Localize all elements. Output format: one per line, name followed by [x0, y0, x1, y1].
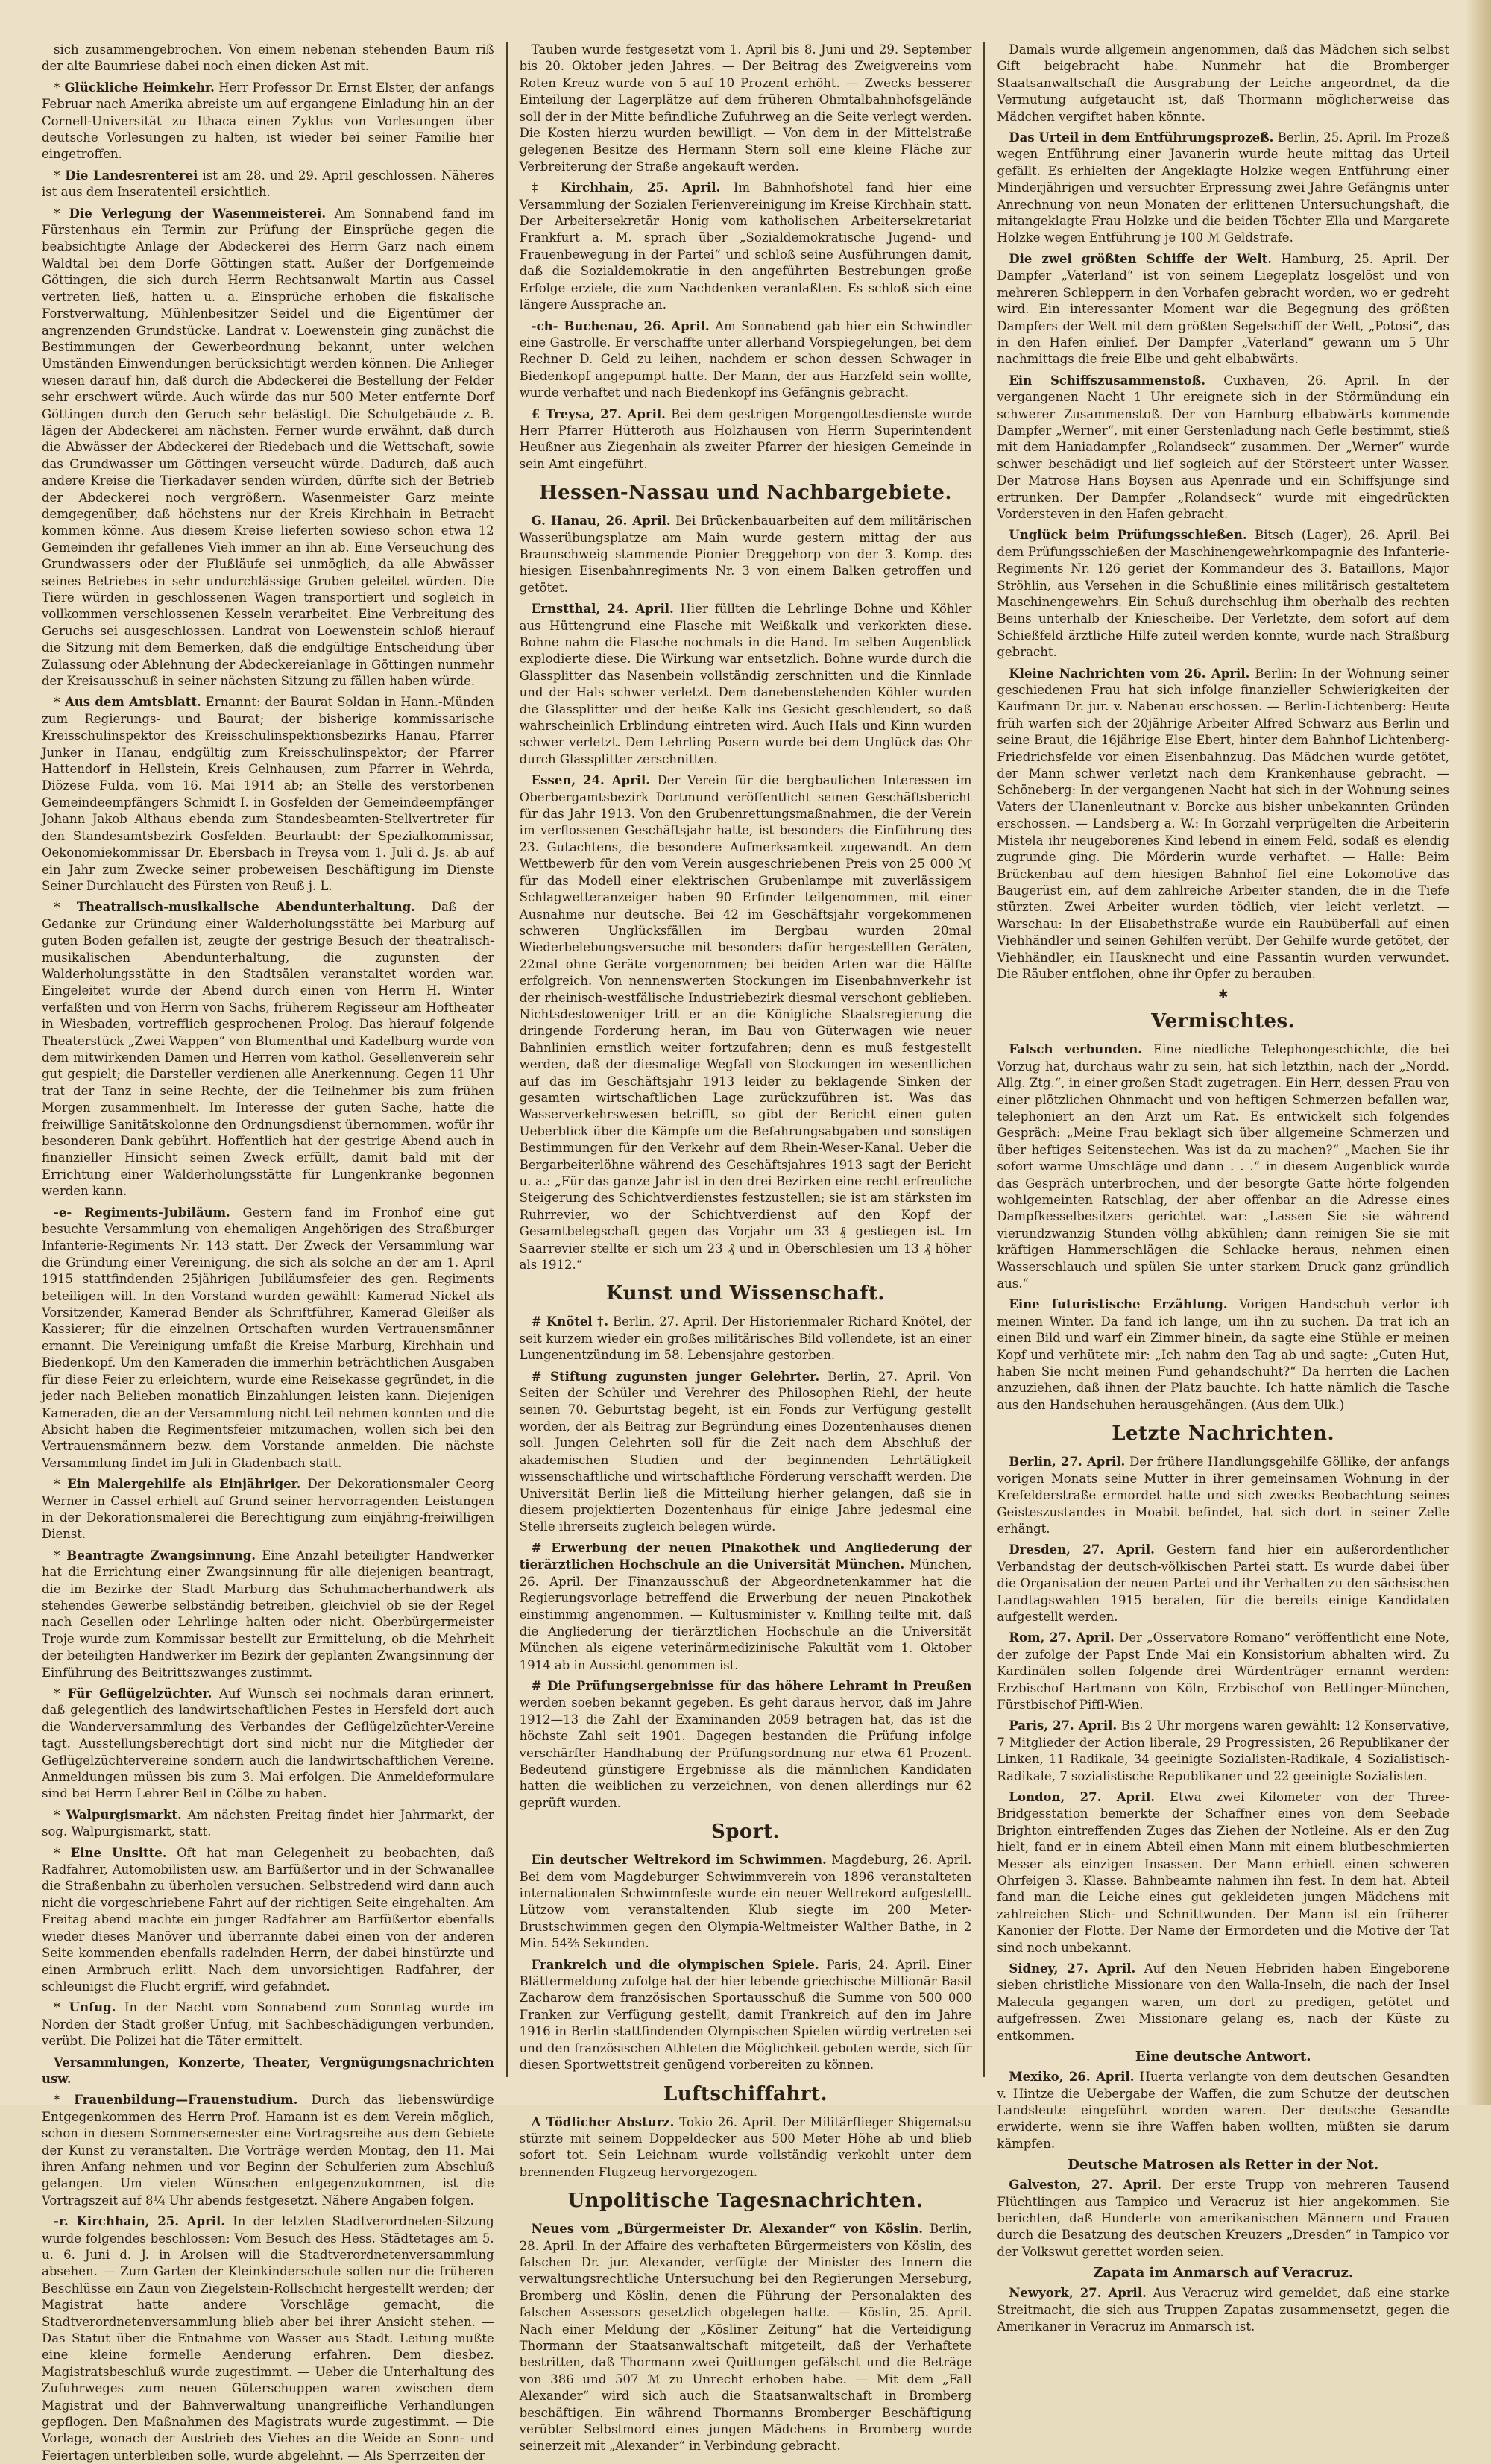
- article-paragraph: [42, 2092, 494, 2209]
- page-fold-shadow: [1466, 0, 1491, 2105]
- article-lead: * Aus dem Amtsblatt.: [54, 695, 201, 710]
- article-text: Am Sonnabend fand im Fürstenhaus ein Termin zur Prüfung der Einsprüche gegen die beabsichtigte Anlage der Abdeckerei des Herrn Garz nach einem Waldtal bei dem Dorfe Göttingen statt. Außer der Dorfgemeinde Göttingen, die sich durch Herrn Rechtsanwalt Martin aus Cassel vertreten ließ, hatten u. a. Einsprüche erhoben die fiskalische Forstverwaltung, Mühlenbesitzer Seidel und die Eigentümer der angrenzenden Grundstücke. Landrat v. Loewenstein ging zunächst die Bestimmungen der Gewerbeordnung bekannt, unter welchen Umständen Einwendungen berücksichtigt werden können. Die Anlieger wiesen darauf hin, daß durch die Abdeckerei die Bestellung der Felder sehr erschwert würde. Auch würde das nur 500 Meter entfernte Dorf Göttingen durch den Geruch sehr belästigt. Die Schulgebäude z. B. lägen der Abdeckerei am nächsten. Ferner wurde erwähnt, daß durch die Abwässer der Abdeckerei der Riedebach und die Wettschaft, sowie das Grundwasser um Göttingen verseucht würde. Dadurch, daß auch andere Kreise die Tierkadaver senden würden, dürfte sich der Betrieb der Abdeckerei noch vergrößern. Wasenmeister Garz meinte demgegenüber, daß höchstens nur der Kreis Kirchhain in Betracht kommen könne. Aus diesem Kreise lieferten sowieso schon etwa 12 Gemeinden ihr gefallenes Vieh immer an ihn ab. Eine Verseuchung des Grundwassers oder der Flußläufe sei unmöglich, da alle Abwässer seines Betriebes in sehr undurchlässige Gruben geleitet würden. Die Tiere würden in geschlossenen Wagen transportiert und sogleich in vollkommen verschlossenen Kesseln verarbeitet. Eine Verbreitung des Geruchs sei ausgeschlossen. Landrat von Loewenstein schloß hierauf die Sitzung mit dem Bemerken, daß die endgültige Entscheidung über Zulassung oder Ablehnung der Abdeckereianlage in Göttingen nunmehr der Kreisausschuß in seiner nächsten Sitzung zu fällen haben würde.: [42, 206, 494, 689]
- article-lead: # Erwerbung der neuen Pinakothek und Angliederung der tierärztlichen Hochschule an die Universität München.: [519, 1540, 972, 1572]
- article-paragraph: [520, 2114, 972, 2181]
- article-paragraph: [42, 2213, 494, 2464]
- article-paragraph: [997, 1454, 1449, 1537]
- article-paragraph: [997, 1542, 1449, 1625]
- section-heading-unpolitisch: Unpolitische Tagesnachrichten.: [567, 2190, 924, 2213]
- article-text: Tokio 26. April. Der Militärflieger Shigematsu stürzte mit seinem Doppeldecker aus 500 Meter Höhe ab und blieb sofort tot. Sein Leichnam wurde vollständig verkohlt unter dem brennenden Flugzeug hervorgezogen.: [519, 2114, 972, 2179]
- col3-antwort-articles: [997, 2069, 1449, 2152]
- article-lead: Ein deutscher Weltrekord im Schwimmen.: [531, 1853, 827, 1868]
- article-text: Vorigen Handschuh verlor ich meinen Winter. Da fand ich lange, um ihn zu suchen. Da trat ich an einen Bild und warf ein Zimmer hinein, da sagte eine Stühle er meinen Kopf und verhütete mir: „Ich nahm den Tag ab und sagte: „Guten Hut, haben Sie nicht meinen Fund gehandschuht?“ Da herrten die Lachen anzuziehen, daß ihnen der Platz bauchte. Ich hatte nämlich die Tasche aus den Handschuhen herausgehängen. (Aus dem Ulk.): [997, 1297, 1450, 1412]
- article-paragraph: [42, 1845, 494, 1996]
- article-lead: -r. Kirchhain, 25. April.: [54, 2214, 225, 2229]
- article-lead: Ein Schiffszusammenstoß.: [1009, 373, 1205, 388]
- article-paragraph: [42, 206, 494, 690]
- article-text: Gestern fand hier ein außerordentlicher Verbandstag der deutsch-völkischen Partei statt. Es wurde dabei über die Organisation der neuen Partei und ihr Verhalten zu den sächsischen Landtagswahlen 1915 beraten, für die bereits einige Kandidaten aufgestellt werden.: [997, 1543, 1450, 1624]
- column-1: [30, 42, 508, 2463]
- article-paragraph: [42, 80, 494, 163]
- article-lead: Rom, 27. April.: [1009, 1630, 1115, 1645]
- article-lead: Berlin, 27. April.: [1009, 1455, 1126, 1469]
- article-text: Berlin, 27. April. Von Seiten der Schüler und Verehrer des Philosophen Riehl, der heute seinen 70. Geburtstag begeht, ist ein Fonds zur Verfügung gestellt worden, der als Beitrag zur Begründung eines Dozentenhauses dienen soll. Jungen Gelehrten soll für die Zeit nach dem Abschluß der akademischen Studien und der beginnenden Lehrtätigkeit wissenschaftliche und wirtschaftliche Förderung verschafft werden. Die Universität Berlin ließ die Mitteilung hierher gelangen, daß sie in diesem projektierten Dozentenhaus für einige Jahre jedesmal eine Stelle ihrerseits zugleich belegen würde.: [519, 1369, 972, 1534]
- col3-verm-articles: [997, 1042, 1449, 1414]
- article-paragraph: [997, 1630, 1449, 1713]
- article-lead: * Unfug.: [54, 2000, 116, 2015]
- separator-star: ✱: [1217, 987, 1229, 1002]
- article-paragraph: [997, 1961, 1449, 2044]
- article-paragraph: [520, 318, 972, 402]
- article-paragraph: [520, 1678, 972, 1812]
- article-text: Auf Wunsch sei nochmals daran erinnert, daß gelegentlich des landwirtschaftlichen Festes in Hersfeld dort auch die Wanderversammlung des Verbandes der Geflügelzüchter-Vereine tagt. Ausstellungsberechtigt dort sind nicht nur die Mitglieder der Geflügelzüchtervereine sondern auch die landwirtschaftlichen Vereine. Anmeldungen müssen bis zum 3. Mai erfolgen. Die Anmeldeformulare sind bei Herrn Lehrer Beil in Cölbe zu haben.: [42, 1686, 494, 1801]
- article-lead: # Knötel †.: [531, 1314, 609, 1329]
- columns: [30, 42, 1461, 2463]
- article-text: Hamburg, 25. April. Der Dampfer „Vaterland“ ist von seinem Liegeplatz losgelöst und von mehreren Schleppern in den Vorhafen gebracht worden, wo er gedreht wird. Ein interessanter Moment war die Begegnung des größten Dampfers der Welt mit dem größten Segelschiff der Welt, „Potosi“, das in den Hafen einlief. Der Dampfer „Vaterland“ gewann um 5 Uhr nachmittags die freie Elbe und geht elbabwärts.: [997, 251, 1450, 367]
- article-text: Eine Anzahl beteiligter Handwerker hat die Errichtung einer Zwangsinnung für alle diejenigen beantragt, die im Bezirke der Stadt Marburg das Schuhmacherhandwerk als stehendes Gewerbe selbständig betreiben, gleichviel ob sie der Regel nach Gesellen oder Lehrlinge halten oder nicht. Oberbürgermeister Troje wurde zum Kommissar bestellt zur Ermittelung, ob die Mehrheit der beteiligten Handwerker im Bezirk der geplanten Zwangsinnung der Einführung des Beitrittszwanges zustimmt.: [42, 1548, 494, 1680]
- col2-kunst-articles: [520, 1314, 972, 1812]
- column-3: [985, 42, 1461, 2334]
- article-paragraph: [42, 1686, 494, 1803]
- article-text: Berlin, 27. April. Der Historienmaler Richard Knötel, der seit kurzem wieder ein großes militärisches Bild vollendete, ist an einer Lungenentzündung im 58. Lebensjahre gestorben.: [519, 1314, 972, 1363]
- article-paragraph: [997, 1789, 1449, 1956]
- article-text: Der Dekorationsmaler Georg Werner in Cassel erhielt auf Grund seiner hervorragenden Leistungen in der Dekorationsmalerei die Berechtigung zum einjährig-freiwilligen Dienst.: [42, 1477, 494, 1542]
- article-text: Der „Osservatore Romano“ veröffentlicht eine Note, der zufolge der Papst Ende Mai ein Konsistorium abhalten wird. Zu Kardinälen sollen folgende drei Würdenträger ernannt werden: Erzbischof Hartmann von Köln, Erzbischof von Bettinger-München, Fürstbischof Piffl-Wien.: [997, 1630, 1450, 1712]
- article-lead: Neues vom „Bürgermeister Dr. Alexander“ von Köslin.: [531, 2222, 924, 2237]
- article-paragraph: [42, 2000, 494, 2049]
- article-lead: * Frauenbildung—Frauenstudium.: [54, 2093, 298, 2108]
- article-lead: Unglück beim Prüfungsschießen.: [1009, 528, 1247, 543]
- article-text: Daß der Gedanke zur Gründung einer Walderholungsstätte bei Marburg auf guten Boden gefallen ist, zeugte der gestrige Besuch der theatralisch-musikalischen Abendunterhaltung, die zugunsten der Walderholungsstätte in den Stadtsälen veranstaltet worden war. Eingeleitet wurde der Abend durch einen von Herrn H. Winter verfaßten und von Herrn von Sachs, früherem Regisseur am Hoftheater in Wiesbaden, vortrefflich gesprochenen Prolog. Das hierauf folgende Theaterstück „Zwei Wappen“ von Blumenthal und Kadelburg wurde von dem mitwirkenden Damen und Herren vom kathol. Gesellenverein sehr gut gespielt; die Darsteller verdienen alle Anerkennung. Gegen 11 Uhr trat der Tanz in seine Rechte, der die Teilnehmer bis zum frühen Morgen zusammenhielt. Im Interesse der guten Sache, hatte die freiwillige Sanitätskolonne den Ordnungsdienst übernommen, wofür ihr besonderen Dank gebührt. Hoffentlich hat der gestrige Abend auch in finanzieller Hinsicht seinen Zweck erfüllt, damit bald mit der Errichtung einer Walderholungsstätte für Lungenkranke begonnen werden kann.: [42, 900, 494, 1199]
- article-text: Berlin, 25. April. Im Prozeß wegen Entführung einer Javanerin wurde heute mittag das Urteil gefällt. Es erhielten der Angeklagte Holzke wegen Entführung einer Minderjährigen und versuchter Erpressung zwei Jahre Gefängnis unter Anrechnung von neun Monaten der erlittenen Untersuchungshaft, die mitangeklagte Frau Holzke und die beiden Töchter Ella und Margarete Holzke wegen Entführung je 100 ℳ Geldstrafe.: [997, 130, 1450, 245]
- col2-luft-articles: [520, 2114, 972, 2181]
- article-lead: # Stiftung zugunsten junger Gelehrter.: [531, 1369, 820, 1384]
- article-lead: * Walpurgismarkt.: [54, 1807, 182, 1822]
- subheading-matrosen: Deutsche Matrosen als Retter in der Not.: [1068, 2157, 1379, 2173]
- article-paragraph: [997, 1042, 1449, 1292]
- article-lead: Frankreich und die olympischen Spiele.: [531, 1957, 819, 1972]
- article-lead: Versammlungen, Konzerte, Theater, Vergnügungsnachrichten usw.: [42, 2055, 494, 2086]
- article-text: Damals wurde allgemein angenommen, daß das Mädchen sich selbst Gift beigebracht habe. Nunmehr hat die Bromberger Staatsanwaltschaft die Ausgrabung der Leiche angeordnet, da die Vermutung aufgetaucht ist, daß Thormann möglicherweise das Mädchen vergiftet haben könnte.: [997, 42, 1450, 124]
- article-text: Bei Brückenbauarbeiten auf dem militärischen Wasserübungsplatze am Main wurde gestern mittag der aus Braunschweig stammende Pionier Dreggehorp von der 3. Komp. des hiesigen Eisenbahnregiments Nr. 3 von einem Balken getroffen und getötet.: [519, 514, 972, 595]
- subheading-antwort: Eine deutsche Antwort.: [1135, 2049, 1311, 2065]
- article-paragraph: [42, 1548, 494, 1681]
- col3-matrosen-articles: [997, 2177, 1449, 2260]
- article-lead: Galveston, 27. April.: [1009, 2178, 1161, 2193]
- article-text: sich zusammengebrochen. Von einem nebenan stehenden Baum riß der alte Baumriese dabei noch einen dicken Ast mit.: [42, 42, 494, 74]
- article-paragraph: [997, 2177, 1449, 2260]
- article-lead: -e- Regiments-Jubiläum.: [54, 1205, 230, 1220]
- article-paragraph: [42, 1205, 494, 1472]
- article-paragraph: [520, 513, 972, 596]
- article-paragraph: [42, 694, 494, 895]
- article-text: In der letzten Stadtverordneten-Sitzung wurde folgendes beschlossen: Vom Besuch des Hess. Städtetages am 5. u. 6. Juni d. J. in Arolsen will die Stadtverordnetenversammlung absehen. — Zum Garten der Kleinkinderschule sollen nur die früheren Beschlüsse ein Zaun von Ziegelstein-Rollschicht hergestellt werden; der Magistrat hatte andere Vorschläge gemacht, die Stadtverordnetenversammlung blieb aber bei ihrer Ansicht stehen. — Das Statut über die Entnahme von Wasser aus Stadt. Leitung mußte eine kleine formelle Aenderung erfahren. Dem diesbez. Magistratsbeschluß wurde zugestimmt. — Ueber die Unterhaltung des Zufuhrweges zum neuen Güterschuppen waren zwischen dem Magistrat und der Bahnverwaltung unangreifliche Verhandlungen gepflogen. Den Maßnahmen des Magistrats wurde zugestimmt. — Die Vorlage, wonach der Austrieb des Viehes an die Weide an Sonn- und Feiertagen unterbleiben solle, wurde abgelehnt. — Als Sperrzeiten der: [42, 2214, 494, 2463]
- article-text: Paris, 24. April. Einer Blättermeldung zufolge hat der hier lebende griechische Millionär Basil Zacharow dem französischen Sportausschuß die Summe von 500 000 Franken zur Verfügung gestellt, damit Frankreich auf den im Jahre 1916 in Berlin stattfindenden Olympischen Spielen würdig vertreten sei und den französischen Athleten die Möglichkeit geboten werde, sich für diesen Sportwettstreit genügend vorbereiten zu können.: [519, 1957, 972, 2073]
- article-lead: G. Hanau, 26. April.: [531, 514, 671, 529]
- article-text: München, 26. April. Der Finanzausschuß der Abgeordnetenkammer hat die Regierungsvorlage betreffend die Erwerbung der neuen Pinakothek einstimmig angenommen. — Kultusminister v. Knilling teilte mit, daß die Angliederung der tierärztlichen Hochschule an die Universität München als eigene veterinärmedizinische Fakultät vom 1. Oktober 1914 ab in Aussicht genommen ist.: [519, 1557, 972, 1672]
- article-text: Hier füllten die Lehrlinge Bohne und Köhler aus Hüttengrund eine Flasche mit Weißkalk und verkorkten diese. Bohne nahm die Flasche nochmals in die Hand. Im selben Augenblick explodierte diese. Die Wirkung war entsetzlich. Bohne wurde durch die Glassplitter das Nasenbein vollständig zerschnitten und die Kinnlade und der Hals schwer verletzt. Dem danebenstehenden Köhler wurden die Glassplitter und der heiße Kalk ins Gesicht geschleudert, so daß wahrscheinlich Erblindung eintreten wird. Auch Hals und Kinn wurden schwer verletzt. Dem Lehrling Posern wurde bei dem Unglück das Ohr durch Glassplitter zerschnitten.: [519, 602, 972, 766]
- article-text: Berlin, 28. April. In der Affaire des verhafteten Bürgermeisters von Köslin, des falschen Dr. jur. Alexander, verfügte der Minister des Innern die verwaltungsrechtliche Untersuchung bei den Regierungen Merseburg, Bromberg und Köslin, denen die Führung der Personalakten des falschen Assessors gesetzlich obgelegen hatte. — Köslin, 25. April. Nach einer Meldung der „Kösliner Zeitung“ hat die Verteidigung Thormann der Staatsanwaltschaft mitgeteilt, daß der Verhaftete bestritten, daß Thormann zwei Quittungen gefälscht und die Beträge von 386 und 507 ℳ zu Unrecht erhoben habe. — Mit dem „Fall Alexander“ wird sich auch die Staatsanwaltschaft in Bromberg beschäftigen. Ein während Thormanns Bromberger Beschäftigung verübter Selbstmord eines jungen Mädchens in Bromberg wurde seinerzeit mit „Alexander“ in Verbindung gebracht.: [519, 2222, 972, 2454]
- article-paragraph: [997, 1296, 1449, 1414]
- article-lead: Sidney, 27. April.: [1009, 1962, 1136, 1976]
- article-text: werden soeben bekannt gegeben. Es geht daraus hervor, daß im Jahre 1912—13 die Zahl der Examinanden 2059 betragen hat, das ist die höchste Zahl seit 1901. Dagegen bestanden die Prüfung infolge verschärfter Handhabung der Prüfungsordnung nur etwa 61 Prozent. Bedeutend günstigere Ergebnisse als die männlichen Kandidaten hatten die weiblichen zu verzeichnen, von denen allerdings nur 62 geprüft wurden.: [519, 1695, 972, 1810]
- article-text: Am nächsten Freitag findet hier Jahrmarkt, der sog. Walpurgismarkt, statt.: [42, 1807, 494, 1839]
- article-text: Etwa zwei Kilometer von der Three-Bridgesstation bemerkte der Schaffner eines von dem Seebade Brighton eintreffenden Zuges das Ziehen der Notleine. Als er den Zug hielt, fand er in einem Abteil einen Mann mit einem blutbeschmierten Messer als einzigen Insassen. Der Mann erhielt einen schweren Ohrfeigen 3. Klasse. Bahnbeamte nahmen ihn fest. In dem hat. Abteil fand man die Leiche eines gut gekleideten jungen Mädchens mit zahlreichen Stich- und Schnittwunden. Der Mann ist ein früherer Kanonier der Flotte. Der Name der Ermordeten und die Motive der Tat sind noch unbekannt.: [997, 1790, 1450, 1955]
- section-heading-hessen: Hessen-Nassau und Nachbargebiete.: [539, 482, 952, 505]
- article-text: Bitsch (Lager), 26. April. Bei dem Prüfungsschießen der Maschinengewehrkompagnie des Infanterie-Regiments Nr. 126 geriet der Kommandeur des 3. Bataillons, Major Ströhlin, aus Versehen in die Schußlinie eines militärisch gestaltetem Maschinengewehrs. Ein Schuß durchschlug ihm oberhalb des rechten Beins unterhalb der Kniescheibe. Der Verletzte, dem sofort auf dem Schießfeld ärztliche Hilfe zuteil werden konnte, wurde nach Straßburg gebracht.: [997, 528, 1450, 660]
- article-text: Herr Professor Dr. Ernst Elster, der anfangs Februar nach Amerika abreiste um auf ergangene Einladung hin an der Cornell-Universität zu Ithaca einen Zyklus von Vorlesungen über deutsche Vorlesungen zu halten, ist wieder bei seiner Familie hier eingetroffen.: [42, 80, 494, 162]
- article-paragraph: [997, 1718, 1449, 1785]
- article-paragraph: [42, 42, 494, 75]
- article-paragraph: [997, 130, 1449, 247]
- article-text: Auf den Neuen Hebriden haben Eingeborene sieben christliche Missionare von den Walla-Inseln, die nach der Insel Malecula gegangen waren, um dort zu predigen, getötet und aufgefressen. Zwei Missionare gelang es, nach der Küste zu entkommen.: [997, 1962, 1450, 2043]
- col2-local-articles: [520, 42, 972, 473]
- column-2: [508, 42, 986, 2454]
- article-lead: Paris, 27. April.: [1009, 1718, 1118, 1733]
- col3-letzte-articles: [997, 1454, 1449, 2044]
- article-text: Aus Veracruz wird gemeldet, daß eine starke Streitmacht, die sich aus Truppen Zapatas zusammensetzt, gegen die Amerikaner in Veracruz im Anmarsch ist.: [997, 2286, 1450, 2334]
- col2-hessen-articles: [520, 513, 972, 1273]
- article-paragraph: [520, 180, 972, 313]
- section-heading-sport: Sport.: [710, 1821, 781, 1844]
- article-text: Der frühere Handlungsgehilfe Göllike, der anfangs vorigen Monats seine Mutter in ihrer gemeinsamen Wohnung in der Krefelderstraße ermordet hatte und sich zwecks Beobachtung seines Geisteszustandes in Moabit befindet, hat sich dort in seiner Zelle erhängt.: [997, 1455, 1450, 1536]
- section-heading-kunst: Kunst und Wissenschaft.: [606, 1282, 885, 1305]
- article-paragraph: [997, 2285, 1449, 2335]
- article-lead: * Ein Malergehilfe als Einjähriger.: [54, 1477, 301, 1492]
- article-lead: * Beantragte Zwangsinnung.: [54, 1548, 256, 1563]
- article-paragraph: [42, 1476, 494, 1543]
- article-text: Oft hat man Gelegenheit zu beobachten, daß Radfahrer, Automobilisten usw. am Barfüßertor und in der Schwanallee die Straßenbahn zu überholen versuchen. Selbstredend wird dann auch nicht die vorgeschriebene Fahrt auf der richtigen Seite eingehalten. Am Freitag abend machte ein junger Radfahrer am Barfüßertor ebenfalls wieder dieses Manöver und überrannte dabei einen von der anderen Seite kommenden ebenfalls radelnden Herrn, der dabei hinstürzte und einen Armbruch erlitt. Nach dem unvorsichtigen Radfahrer, der schleunigst die Flucht ergriff, wird gefahndet.: [42, 1845, 494, 1994]
- article-text: Eine niedliche Telephongeschichte, die bei Vorzug hat, durchaus wahr zu sein, hat sich letzthin, nach der „Nordd. Allg. Ztg.“, in einer großen Stadt zugetragen. Ein Herr, dessen Frau von einer plötzlichen Ohnmacht und von heftigen Schmerzen befallen war, telephoniert an den Arzt um Rat. Es entwickelt sich folgendes Gespräch: „Meine Frau beklagt sich über allgemeine Schmerzen und über heftiges Seitenstechen. Was ist da zu machen?“ „Machen Sie ihr sofort warme Umschläge und dann . . .“ in diesem Augenblick wurde das Gespräch unterbrochen, und der besorgte Gatte hörte folgenden wohlgemeinten Ratschlag, der aber offenbar an die Adresse eines Dampfkesselbesitzers gerichtet war: „Lassen Sie sie während vierundzwanzig Stunden völlig abkühlen; dann reinigen Sie sie mit kräftigen Hammerschlägen die Schlacke heraus, nehmen einen Wasserschlauch und spülen Sie unter starkem Druck ganz gründlich aus.“: [997, 1042, 1450, 1291]
- article-paragraph: [997, 2069, 1449, 2152]
- article-lead: Essen, 24. April.: [531, 773, 651, 788]
- article-text: Berlin: In der Wohnung seiner geschiedenen Frau hat sich infolge finanzieller Schwierigkeiten der Kaufmann Dr. jur. v. Nabenau erschossen. — Berlin-Lichtenberg: Heute früh warfen sich der 20jährige Arbeiter Alfred Schwarz aus Berlin und seine Braut, die 16jährige Else Ebert, hinter dem Bahnhof Lichtenberg-Friedrichsfelde vor einen Eisenbahnzug. Das Mädchen wurde getötet, der Mann schwer verletzt nach dem Krankenhause gebracht. — Schöneberg: In der vergangenen Nacht hat sich in der Wohnung seines Vaters der Ulanenleutnant v. Borcke aus bisher unbekannten Gründen erschossen. — Landsberg a. W.: In Gorzahl verprügelten die Arbeiterin Mistela ihr neugeborenes Kind lebend in einem Feld, sodaß es elendig zugrunde ging. Die Mörderin wurde verhaftet. — Halle: Beim Brückenbau auf dem hiesigen Bahnhof fiel eine Lokomotive das Baugerüst ein, auf dem zahlreiche Arbeiter standen, die in die Tiefe stürzten. Zwei Arbeiter wurden tödlich, vier leicht verletzt. — Warschau: In der Elisabethstraße wurde ein Raubüberfall auf einen Viehhändler und seinen Gehilfen verübt. Der Gehilfe wurde getötet, der Viehhändler, ein Hausknecht und eine Passantin wurden verwundet. Die Räuber entflohen, ohne ihr Opfer zu berauben.: [997, 666, 1450, 981]
- article-text: ist am 28. und 29. April geschlossen. Näheres ist aus dem Inseratenteil ersichtlich.: [42, 168, 494, 200]
- article-lead: # Die Prüfungsergebnisse für das höhere Lehramt in Preußen: [531, 1678, 972, 1693]
- article-paragraph: [520, 42, 972, 175]
- article-text: Gestern fand im Fronhof eine gut besuchte Versammlung von ehemaligen Angehörigen des Straßburger Infanterie-Regiments Nr. 143 statt. Der Zweck der Versammlung war die Gründung einer Vereinigung, die sich als solche an der am 1. April 1915 stattfindenden 25jährigen Jubiläumsfeier des gen. Regiments beteiligen will. In den Vorstand wurden gewählt: Kamerad Nickel als Vorsitzender, Kamerad Bender als Schriftführer, Kamerad Gleißer als Kassierer; für die einzelnen Ortschaften wurden Vertrauensmänner ernannt. Die Vereinigung umfaßt die Kreise Marburg, Kirchhain und Biedenkopf. Um den Kameraden die immerhin beträchtlichen Ausgaben für diese Feier zu erleichtern, wurde eine Reisekasse gegründet, in die jeder nach Belieben monatlich Einzahlungen leisten kann. Diejenigen Kameraden, die an der Versammlung nicht teil nehmen konnten und die Absicht haben die Regimentsfeier mitzumachen, wollen sich bei den Vertrauensmännern bezw. dem Vorstande anmelden. Die nächste Versammlung findet im Juli in Gladenbach statt.: [42, 1205, 494, 1470]
- subheading-zapata: Zapata im Anmarsch auf Veracruz.: [1093, 2265, 1354, 2281]
- article-paragraph: [520, 406, 972, 473]
- article-paragraph: [997, 666, 1449, 983]
- article-lead: * Die Verlegung der Wasenmeisterei.: [54, 206, 327, 221]
- article-lead: -ch- Buchenau, 26. April.: [531, 318, 710, 333]
- article-lead: Δ Tödlicher Absturz.: [531, 2114, 675, 2129]
- article-paragraph: [520, 1957, 972, 2074]
- article-text: Huerta verlangte von dem deutschen Gesandten v. Hintze die Uebergabe der Waffen, die zum Schutze der deutschen Landsleute eingeführt worden waren. Der deutsche Gesandte erwiderte, wenn sie ihre Waffen haben wollten, müßten sie darum kämpfen.: [997, 2070, 1450, 2151]
- article-paragraph: [520, 1314, 972, 1364]
- article-paragraph: [997, 42, 1449, 125]
- article-text: Tauben wurde festgesetzt vom 1. April bis 8. Juni und 29. September bis 20. Oktober jeden Jahres. — Der Beitrag des Zweigvereins vom Roten Kreuz wurde von 5 auf 10 Prozent erhöht. — Zwecks besserer Einteilung der Lagerplätze auf dem früheren Ohmtalbahnhofsgelände soll der in der Mitte befindliche Zufuhrweg an die Seite verlegt werden. Die Kosten hierzu wurden bewilligt. — Von dem in der Mittelstraße gelegenen Besitze des Hermann Stern soll eine kleine Fläche zur Verbreiterung der Straße angekauft werden.: [519, 42, 972, 174]
- article-paragraph: [42, 1807, 494, 1841]
- article-lead: Mexiko, 26. April.: [1009, 2070, 1135, 2085]
- article-lead: Falsch verbunden.: [1009, 1042, 1143, 1057]
- col3-zapata-articles: [997, 2285, 1449, 2335]
- section-heading-vermischtes: Vermischtes.: [1151, 1010, 1296, 1033]
- article-text: In der Nacht vom Sonnabend zum Sonntag wurde im Norden der Stadt großer Unfug, mit Sachbeschädigungen verbunden, verübt. Die Polizei hat die Täter ermittelt.: [42, 2000, 494, 2049]
- article-lead: London, 27. April.: [1009, 1790, 1156, 1804]
- col2-unpol-articles: [520, 2221, 972, 2455]
- article-lead: Dresden, 27. April.: [1009, 1543, 1155, 1557]
- article-paragraph: [520, 601, 972, 768]
- article-paragraph: [997, 527, 1449, 661]
- article-paragraph: [42, 899, 494, 1200]
- article-lead: Eine futuristische Erzählung.: [1009, 1297, 1228, 1312]
- article-text: Durch das liebenswürdige Entgegenkommen des Herrn Prof. Hamann ist es dem Verein möglich, schon in diesem Sommersemester eine Vortragsreihe aus dem Gebiete der Kunst zu veranstalten. Die Vorträge werden Montag, den 11. Mai ihren Anfang nehmen und vor Beginn der Schulferien zum Abschluß gelangen. Um vielen Wünschen entgegenzukommen, ist die Vortragszeit auf 8¼ Uhr abends festgesetzt. Nähere Angaben folgen.: [42, 2093, 494, 2208]
- col1-articles: [42, 42, 494, 2464]
- article-text: Im Bahnhofshotel fand hier eine Versammlung der Sozialen Ferienvereinigung im Kreise Kirchhain statt. Der Arbeitersekretär Honig vom katholischen Arbeitersekretariat Frankfurt a. M. sprach über „Sozialdemokratische Jugend- und Frauenbewegung in der Partei“ und schloß seine Ausführungen damit, daß die Sozialdemokratie in den angeführten Bestrebungen große Erfolge erziele, die zum Nachdenken veranlaßten. Es schloß sich eine längere Aussprache an.: [519, 180, 972, 312]
- article-paragraph: [520, 1540, 972, 1674]
- article-text: Am Sonnabend gab hier ein Schwindler eine Gastrolle. Er verschaffte unter allerhand Vorspiegelungen, bei dem Rechner D. Geld zu leihen, nachdem er schon dessen Schwager in Biedenkopf angepumpt hatte. Der Mann, der aus Harzfeld sein wollte, wurde verhaftet und nach Biedenkopf ins Gefängnis gebracht.: [519, 318, 972, 400]
- article-lead: ‡ Kirchhain, 25. April.: [531, 180, 721, 195]
- article-lead: Newyork, 27. April.: [1009, 2286, 1147, 2301]
- article-lead: Kleine Nachrichten vom 26. April.: [1009, 666, 1250, 681]
- col3-articles: [997, 42, 1449, 983]
- article-paragraph: [520, 1852, 972, 1952]
- section-heading-letzte: Letzte Nachrichten.: [1112, 1422, 1335, 1446]
- article-lead: £ Treysa, 27. April.: [531, 406, 666, 421]
- article-lead: * Die Landesrenterei: [54, 168, 198, 183]
- article-paragraph: [520, 2221, 972, 2455]
- article-lead: Das Urteil in dem Entführungsprozeß.: [1009, 130, 1274, 145]
- article-lead: Die zwei größten Schiffe der Welt.: [1009, 251, 1272, 266]
- col2-sport-articles: [520, 1852, 972, 2073]
- article-text: Ernannt: der Baurat Soldan in Hann.-Münden zum Regierungs- und Baurat; der bisherige kommissarische Kreisschulinspektor des Kreisschulinspektionsbezirks Hanau, Pfarrer Junker in Hanau, endgültig zum Kreisschulinspektor; der Pfarrer Hattendorf in Hellstein, Kreis Gelnhausen, zum Pfarrer in Wehrda, Diözese Fulda, vom 16. Mai 1914 ab; an Stelle des verstorbenen Gemeindeempfängers Schmidt I. in Gosfelden der Gemeindeempfänger Johann Jakob Althaus ebenda zum Standesbeamten-Stellvertreter für den Standesamtsbezirk Gosfelden. Beurlaubt: der Spezialkommissar, Oekonomiekommissar Dr. Ebersbach in Treysa vom 1. Juli d. Js. ab auf ein Jahr zum Zwecke seiner probeweisen Beschäftigung im Dienste Seiner Durchlaucht des Fürsten von Reuß j. L.: [42, 695, 494, 893]
- article-text: Cuxhaven, 26. April. In der vergangenen Nacht 1 Uhr ereignete sich in der Störmündung ein schwerer Zusammenstoß. Der von Hamburg elbabwärts kommende Dampfer „Werner“, mit einer Gerstenladung nach Gefle bestimmt, stieß mit dem Haniadampfer „Rolandseck“ zusammen. Der „Werner“ wurde schwer beschädigt und lief sogleich auf der Störsteert unter Wasser. Der Matrose Hans Boysen aus Apenrade und ein Schiffsjunge sind ertrunken. Der Dampfer „Rolandseck“ wurde mit eingedrückten Vordersteven in den Hafen gebracht.: [997, 373, 1450, 521]
- article-paragraph: [42, 168, 494, 201]
- article-text: Bei dem gestrigen Morgengottesdienste wurde Herr Pfarrer Hütteroth aus Holzhausen von Herrn Superintendent Heußner aus Ziegenhain als zweiter Pfarrer der hiesigen Gemeinde in sein Amt eingeführt.: [519, 406, 972, 471]
- article-paragraph: [520, 1369, 972, 1536]
- article-paragraph: [520, 772, 972, 1273]
- article-lead: * Theatralisch-musikalische Abendunterhaltung.: [54, 900, 415, 915]
- article-lead: * Für Geflügelzüchter.: [54, 1686, 212, 1701]
- article-paragraph: [997, 373, 1449, 523]
- article-text: Magdeburg, 26. April. Bei dem vom Magdeburger Schwimmverein von 1896 veranstalteten internationalen Schwimmfeste wurde ein neuer Weltrekord aufgestellt. Lützow vom veranstaltenden Klub siegte im 200 Meter-Brustschwimmen gegen den Olympia-Weltmeister Walther Bathe, in 2 Min. 54⅖ Sekunden.: [519, 1853, 972, 1951]
- article-lead: * Eine Unsitte.: [54, 1845, 167, 1860]
- article-paragraph: [997, 251, 1449, 368]
- article-text: Bis 2 Uhr morgens waren gewählt: 12 Konservative, 7 Mitglieder der Action liberale, 29 Progressisten, 26 Republikaner der Linken, 11 Radikale, 34 geeinigte Sozialisten-Radikale, 4 Sozialistisch-Radikale, 7 sozialistische Republikaner und 22 geeinigte Sozialisten.: [997, 1718, 1450, 1783]
- article-text: Der erste Trupp von mehreren Tausend Flüchtlingen aus Tampico und Veracruz ist hier angekommen. Sie berichten, daß Hunderte von amerikanischen Männern und Frauen durch die Besatzung des deutschen Kreuzers „Dresden“ in Tampico vor der Volkswut gerettet worden seien.: [997, 2178, 1450, 2259]
- article-text: Der Verein für die bergbaulichen Interessen im Oberbergamtsbezirk Dortmund veröffentlicht seinen Geschäftsbericht für das Jahr 1913. Von den Grubenrettungsmaßnahmen, die der Verein im verflossenen Geschäftsjahr hatte, ist besonders die Einführung des 23. Gutachtens, die besondere Aufmerksamkeit zugewandt. An dem Wettbewerb für den vom Verein ausgeschriebenen Preis von 25 000 ℳ für das Modell einer elektrischen Grubenlampe mit zuverlässigem Schlagwetteranzeiger haben 90 Erfinder teilgenommen, mit einer Ausnahme nur deutsche. Bei 42 im Geschäftsjahr vorgekommenen schweren Unglücksfällen im Bergbau wurden 20mal Wiederbelebungsversuche mit besonders dafür hergestellten Geräten, 22mal ohne Geräte vorgenommen; bei beiden Arten war die Hälfte erfolgreich. Von nennenswerten Stockungen im Eisenbahnverkehr ist der rheinisch-westfälische Industriebezirk diesmal verschont geblieben. Nichtsdestoweniger tritt er an die Königliche Staatsregierung die dringende Forderung heran, im Bau von Güterwagen wie neuer Bahnlinien ernstlich weiter fortzufahren; denn es muß festgestellt werden, daß der diesmalige Wegfall von Stockungen im wesentlichen auf das im Geschäftsjahr 1913 leider zu beklagende Sinken der gesamten wirtschaftlichen Lage zurückzuführen ist. Was das Wasserverkehrswesen betrifft, so gibt der Bericht einen guten Ueberblick über die Kämpfe um die Befahrungsabgaben und sonstigen Bestimmungen für den Verkehr auf dem Rhein-Weser-Kanal. Ueber die Bergarbeiterlöhne während des Geschäftsjahres 1913 sagt der Bericht u. a.: „Für das ganze Jahr ist in den drei Bezirken eine recht erfreuliche Steigerung des Schichtverdienstes festzustellen; sie ist am stärksten im Ruhrrevier, wo der Schichtverdienst auf den Kopf der Gesamtbelegschaft gegen das Vorjahr um 33 ₰ gestiegen ist. Im Saarrevier stellte er sich um 23 ₰ und in Oberschlesien um 13 ₰ höher als 1912.“: [519, 773, 972, 1273]
- article-paragraph: [42, 2055, 494, 2088]
- article-lead: * Glückliche Heimkehr.: [54, 80, 215, 95]
- section-heading-luft: Luftschiffahrt.: [663, 2082, 828, 2105]
- article-lead: Ernstthal, 24. April.: [531, 602, 674, 617]
